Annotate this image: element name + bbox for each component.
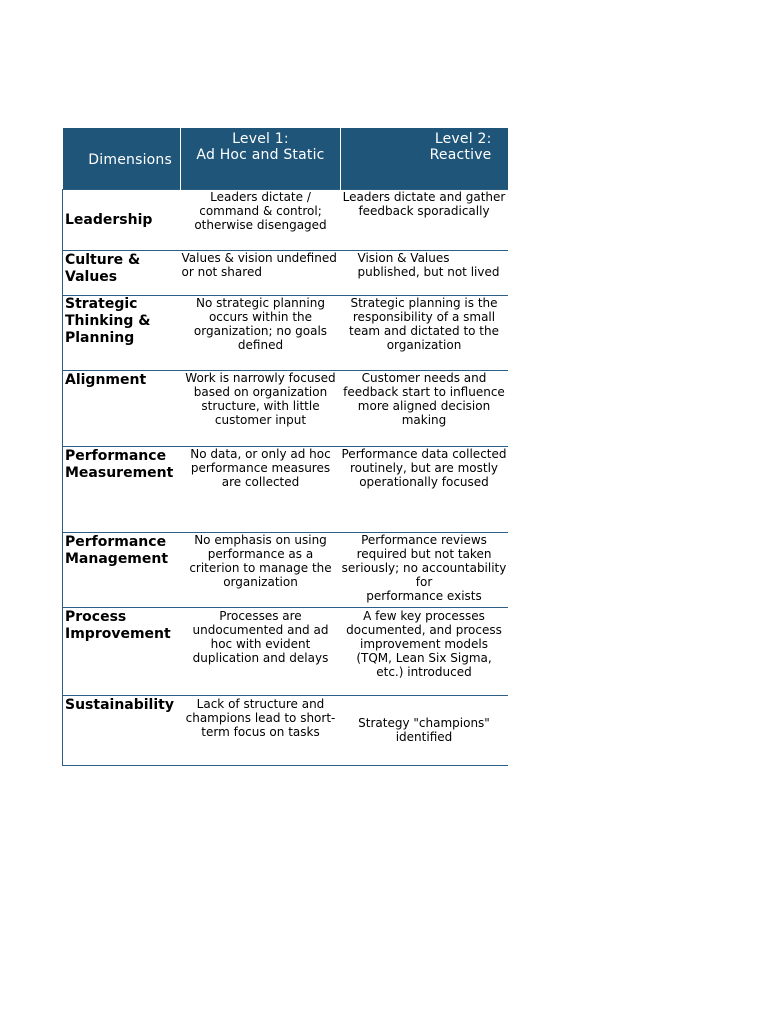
cell-text: Strategic planning is the xyxy=(350,296,498,310)
cell-text: customer input xyxy=(214,413,307,427)
cell-text: feedback sporadically xyxy=(358,204,490,218)
cell-text: structure, with little xyxy=(201,399,320,413)
dimension-cell xyxy=(63,251,181,296)
cell-text: Vision & Values xyxy=(357,251,450,265)
header-level-1 xyxy=(181,128,341,190)
header-level-2-title: Reactive xyxy=(429,147,492,163)
dimension-cell xyxy=(63,533,181,608)
cell-text: organization; no goals xyxy=(193,324,328,338)
dimension-cell xyxy=(63,696,181,766)
cell-text: Work is narrowly focused xyxy=(185,371,336,385)
cell-text: Leaders dictate and gather xyxy=(342,190,506,204)
dimension-text: Measurement xyxy=(65,465,174,481)
dimension-cell xyxy=(63,371,181,447)
dimension-text: Leadership xyxy=(65,211,153,228)
level-2-cell xyxy=(341,371,508,447)
level-1-cell xyxy=(181,371,341,447)
cell-text: improvement models xyxy=(360,637,488,651)
cell-text: A few key processes xyxy=(363,609,485,623)
cell-text: occurs within the xyxy=(208,310,313,324)
cell-text: Leaders dictate / xyxy=(210,190,311,204)
cell-text: undocumented and ad xyxy=(192,623,329,637)
cell-text: identified xyxy=(395,730,453,744)
cell-text: organization xyxy=(386,338,462,352)
cell-text: published, but not lived xyxy=(357,265,500,279)
table-row xyxy=(63,296,508,371)
cell-text: team and dictated to the xyxy=(348,324,500,338)
level-1-cell xyxy=(181,533,341,608)
level-1-cell xyxy=(181,608,341,696)
dimension-text: Process xyxy=(65,609,127,625)
cell-text: performance as a xyxy=(207,547,314,561)
level-2-cell xyxy=(341,296,508,371)
cell-text: organization xyxy=(223,575,298,589)
cell-text: term focus on tasks xyxy=(201,725,320,739)
header-dimensions-label: Dimensions xyxy=(88,151,172,168)
dimension-text: Thinking & xyxy=(65,313,151,329)
dimension-text: Performance xyxy=(65,448,167,464)
dimension-cell xyxy=(63,190,181,251)
level-1-cell xyxy=(181,296,341,371)
cell-text: No data, or only ad hoc xyxy=(190,447,331,461)
cell-text: (TQM, Lean Six Sigma, xyxy=(356,651,492,665)
cell-text: Strategy "champions" xyxy=(358,716,490,730)
cell-text: criterion to manage the xyxy=(189,561,332,575)
dimension-cell xyxy=(63,608,181,696)
cell-text: etc.) introduced xyxy=(376,665,472,679)
cell-text: required but not taken xyxy=(356,547,492,561)
maturity-model-table xyxy=(62,128,508,766)
cell-text: operationally focused xyxy=(359,475,489,489)
level-1-cell xyxy=(181,696,341,766)
header-level-2 xyxy=(341,128,508,190)
header-row xyxy=(63,128,508,190)
cell-text: Lack of structure and xyxy=(196,697,325,711)
dimension-cell xyxy=(63,296,181,371)
dimension-text: Sustainability xyxy=(65,697,174,713)
dimension-text: Values xyxy=(65,269,118,285)
level-1-cell xyxy=(181,190,341,251)
dimension-text: Planning xyxy=(65,330,135,346)
cell-text: command & control; xyxy=(199,204,322,218)
header-dimensions xyxy=(63,128,181,190)
cell-text: Performance reviews xyxy=(361,533,487,547)
cell-text: No strategic planning xyxy=(196,296,325,310)
table-row xyxy=(63,608,508,696)
cell-text: or not shared xyxy=(181,265,262,279)
cell-text: feedback start to influence xyxy=(343,385,505,399)
header-level-1-number: Level 1: xyxy=(232,131,289,147)
cell-text: duplication and delays xyxy=(192,651,329,665)
cell-text: Customer needs and xyxy=(361,371,487,385)
dimension-text: Culture & xyxy=(65,252,141,268)
cell-text: seriously; no accountability xyxy=(341,561,507,575)
cell-text: routinely, but are mostly xyxy=(349,461,499,475)
cell-text: Performance data collected xyxy=(341,447,507,461)
cell-text: No emphasis on using xyxy=(194,533,327,547)
cell-text: Values & vision undefined xyxy=(181,251,337,265)
header-level-2-number: Level 2: xyxy=(434,131,492,147)
table-row xyxy=(63,190,508,251)
cell-text: responsibility of a small xyxy=(352,310,496,324)
dimension-text: Performance xyxy=(65,534,167,550)
table-row xyxy=(63,371,508,447)
dimension-text: Alignment xyxy=(65,372,147,388)
table-row xyxy=(63,696,508,766)
cell-text: performance exists xyxy=(366,589,482,603)
table-row xyxy=(63,251,508,296)
cell-text: Processes are xyxy=(219,609,302,623)
table-row xyxy=(63,447,508,533)
cell-text: are collected xyxy=(221,475,300,489)
dimension-text: Management xyxy=(65,551,169,567)
cell-text: for xyxy=(415,575,433,589)
header-level-1-title: Ad Hoc and Static xyxy=(196,147,325,163)
level-2-cell xyxy=(341,190,508,251)
level-2-cell xyxy=(341,251,508,296)
cell-text: making xyxy=(401,413,447,427)
cell-text: based on organization xyxy=(193,385,328,399)
level-2-cell xyxy=(341,696,508,766)
cell-text: otherwise disengaged xyxy=(194,218,327,232)
level-2-cell xyxy=(341,533,508,608)
cell-text: more aligned decision xyxy=(357,399,491,413)
level-2-cell xyxy=(341,447,508,533)
level-2-cell xyxy=(341,608,508,696)
dimension-cell xyxy=(63,447,181,533)
level-1-cell xyxy=(181,447,341,533)
dimension-text: Improvement xyxy=(65,626,171,642)
table-row xyxy=(63,533,508,608)
cell-text: champions lead to short- xyxy=(185,711,336,725)
dimension-text: Strategic xyxy=(65,296,138,312)
cell-text: performance measures xyxy=(190,461,331,475)
cell-text: defined xyxy=(237,338,284,352)
level-1-cell xyxy=(181,251,341,296)
cell-text: hoc with evident xyxy=(210,637,311,651)
cell-text: documented, and process xyxy=(346,623,502,637)
